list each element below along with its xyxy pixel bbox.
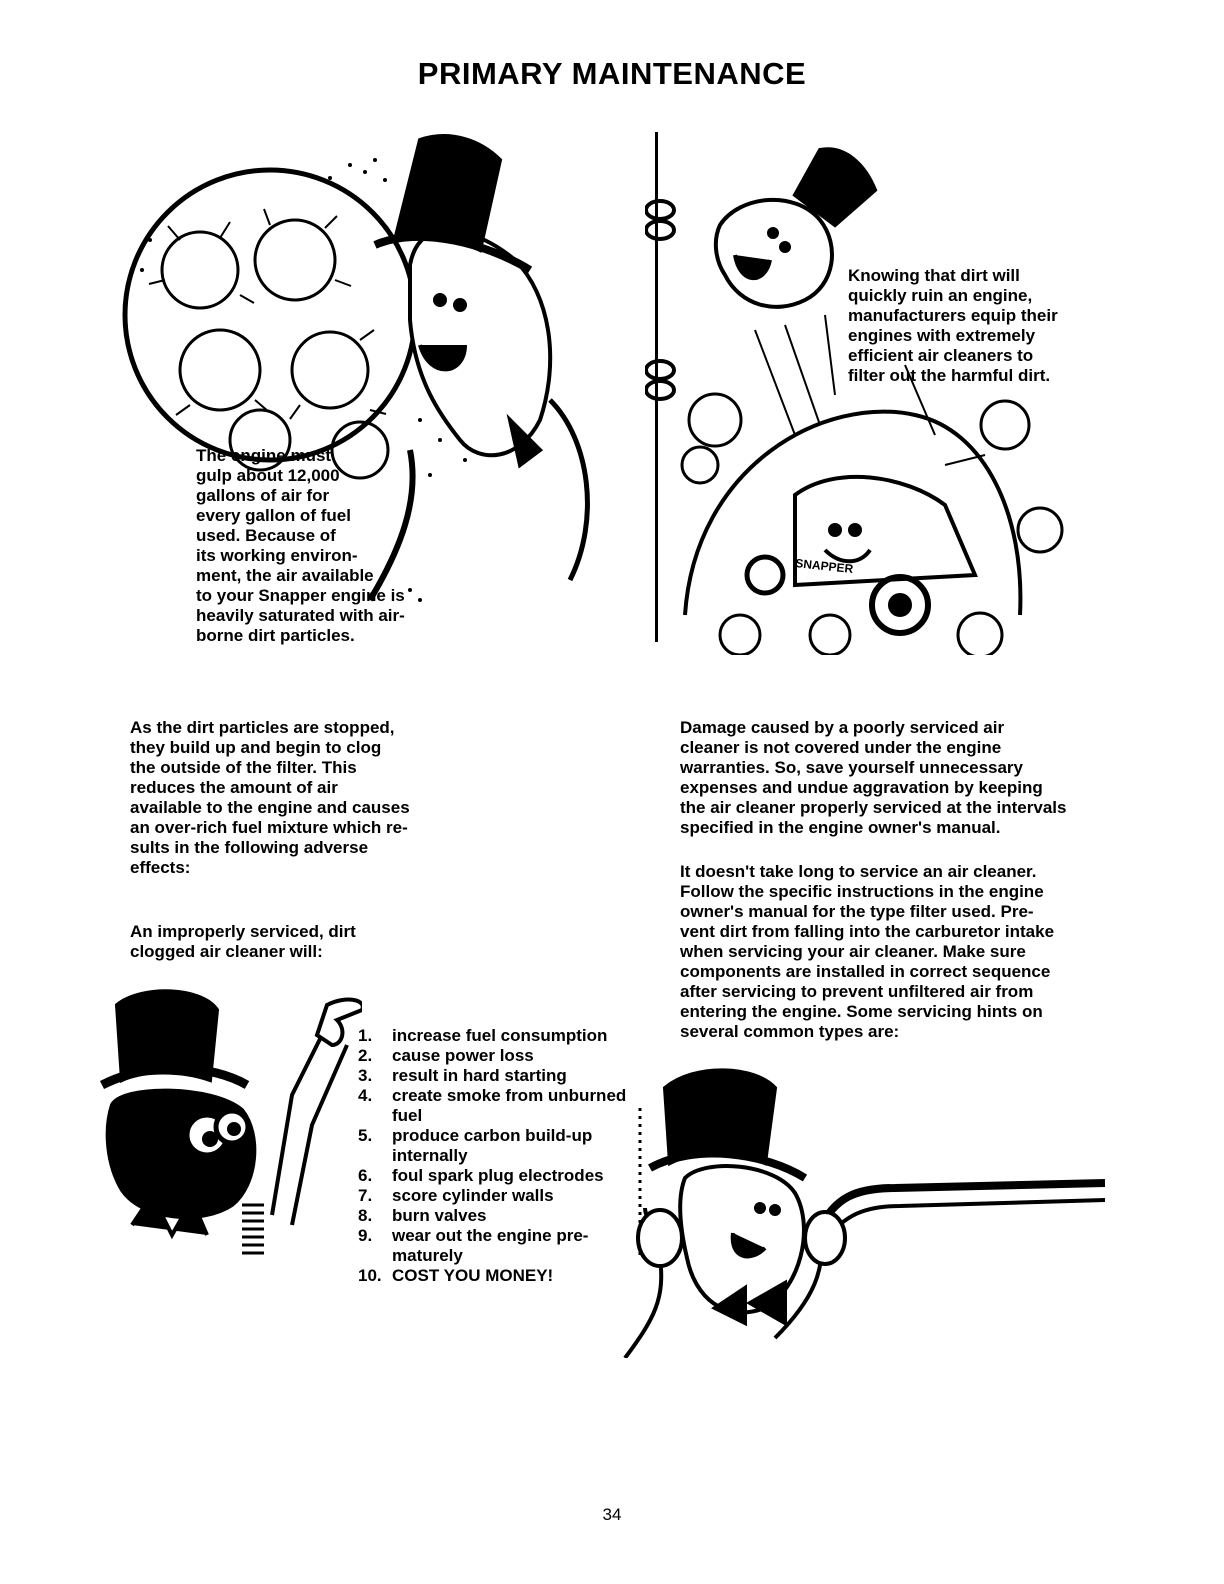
page-number: 34	[602, 1505, 622, 1524]
list-item: 6. foul spark plug electrodes	[358, 1166, 604, 1185]
list-item: 9. wear out the engine pre- maturely	[358, 1226, 589, 1265]
manufacturers-caption: Knowing that dirt will quickly ruin an engine, manufacturers equip their engines with extremely efficient air cleaners to filter out the harmful dirt.	[848, 266, 1058, 385]
pointing-character-illustration	[92, 975, 362, 1275]
pointing-hand-icon	[317, 1000, 362, 1045]
list-item: 3. result in hard starting	[358, 1066, 567, 1085]
top-hat-icon	[665, 1070, 775, 1163]
magnifier-lens	[125, 170, 415, 460]
warranty-damage-paragraph: Damage caused by a poorly serviced air cleaner is not covered under the engine warranties. So, save yourself unnecessary expenses and undue aggravation by keeping the air cleaner properly serviced at the intervals specified in the engine owner's manual.	[680, 718, 1067, 837]
list-item: 4. create smoke from unburned fuel	[358, 1086, 627, 1125]
list-item: 7. score cylinder walls	[358, 1186, 554, 1205]
page-title: PRIMARY MAINTENANCE	[417, 56, 807, 91]
list-item: 1. increase fuel consumption	[358, 1026, 608, 1045]
air-cleaner-illustration	[645, 135, 1090, 655]
list-item: 2. cause power loss	[358, 1046, 534, 1065]
list-item: 5. produce carbon build-up internally	[358, 1126, 593, 1165]
mower-brand-label: SNAPPER	[794, 556, 854, 577]
filter-clog-paragraph: As the dirt particles are stopped, they build up and begin to clog the outside of the filter. This reduces the amount of air available to the engine and causes an over-rich fuel mixture which re- sults in the following adverse effects:	[130, 718, 410, 877]
improper-service-paragraph: An improperly serviced, dirt clogged air cleaner will:	[130, 922, 356, 961]
list-item: 8. burn valves	[358, 1206, 487, 1225]
hose-character-illustration	[615, 1058, 1105, 1358]
service-instructions-paragraph: It doesn't take long to service an air cleaner. Follow the specific instructions in the engine owner's manual for the type filter used. Pre- vent dirt from falling into the carburetor intake when servicing your air cleaner. Make sure components are installed in correct sequence after servicing to prevent unfiltered air from entering the engine. Some servicing hints on several common types are:	[680, 862, 1055, 1041]
list-item: 10. COST YOU MONEY!	[358, 1266, 554, 1285]
adverse-effects-list	[358, 1026, 626, 1286]
engine-gulp-caption: The engine must gulp about 12,000 gallons of air for every gallon of fuel used. Because of its working environ- ment, the air available to your Snapper engine is heavily saturated with air- borne dirt particles.	[196, 446, 405, 645]
mower-wheel-icon	[747, 557, 783, 593]
